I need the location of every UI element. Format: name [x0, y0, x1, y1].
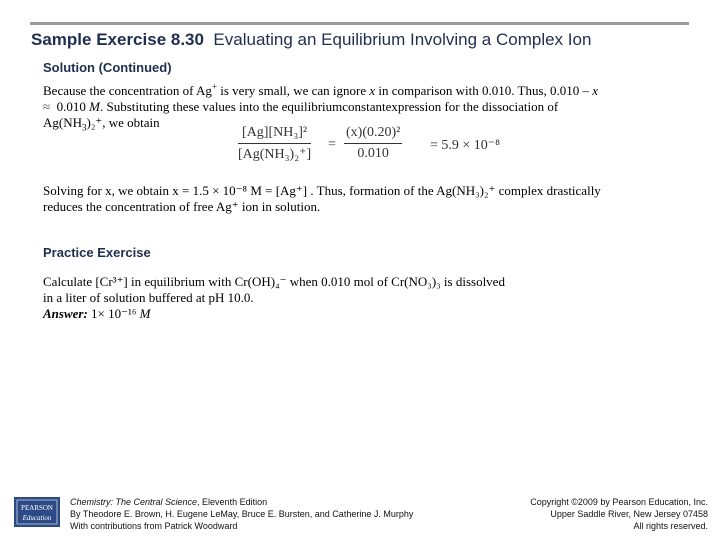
equation-denominator-1: [Ag(NH₃)₂⁺] [238, 147, 312, 162]
solution-paragraph-2: Solving for x, we obtain x = 1.5 × 10⁻⁸ M = [Ag⁺] . Thus, formation of the Ag(NH₃)₂⁺ complex drastically reduces the concentration of free Ag⁺ ion in solution. [43, 183, 601, 214]
footer-citation: Chemistry: The Central Science, Eleventh Edition By Theodore E. Brown, H. Eugene LeMay, Bruce E. Bursten, and Catherine J. Murphy With contributions from Patrick Woodward [70, 497, 414, 531]
pearson-logo [14, 497, 60, 527]
contributions: With contributions from Patrick Woodward [70, 521, 238, 531]
equation-fraction-1 [238, 125, 311, 163]
equation-numerator-1: [Ag][NH₃]² [242, 125, 308, 140]
title-text: Evaluating an Equilibrium Involving a Complex Ion [213, 30, 592, 49]
top-rule [30, 22, 689, 25]
svg-text:Education: Education [22, 514, 52, 522]
practice-heading: Practice Exercise [43, 245, 151, 260]
equation-result: = 5.9 × 10⁻⁸ [430, 138, 501, 153]
equation-denominator-2: 0.010 [357, 146, 389, 161]
solution-paragraph-1: Because the concentration of Ag+ is very small, we can ignore x in comparison with 0.010. Thus, 0.010 – x ≈ 0.010 M. Substituting these values into the equilibriumconstantexpression for the dissociation of $Ag(NH_3)_2^+$, we obtain [43, 81, 599, 133]
book-title: Chemistry: The Central Science [70, 497, 198, 507]
equals-sign: = [328, 137, 336, 152]
equilibrium-equation [232, 123, 512, 175]
solution-heading: Solution (Continued) [43, 60, 172, 75]
practice-text: Calculate [Cr³⁺] in equilibrium with Cr(OH)₄⁻ when 0.010 mol of Cr(NO₃)₃ is dissolved in a liter of solution buffered at pH 10.0. Answer: 1× 10⁻¹⁶ M [43, 274, 505, 321]
answer-label: Answer: [43, 306, 88, 321]
equation-fraction-2 [344, 125, 402, 162]
footer-copyright: Copyright ©2009 by Pearson Education, Inc. Upper Saddle River, New Jersey 07458 All rights reserved. [530, 497, 708, 531]
equation-numerator-2: (x)(0.20)² [346, 125, 401, 140]
page-title [31, 30, 591, 50]
title-number: Sample Exercise 8.30 [31, 30, 204, 49]
svg-text:PEARSON: PEARSON [21, 504, 53, 512]
answer-value: 1× 10⁻¹⁶ [87, 306, 140, 321]
authors: By Theodore E. Brown, H. Eugene LeMay, Bruce E. Bursten, and Catherine J. Murphy [70, 509, 414, 519]
fraction-bar [344, 143, 402, 144]
fraction-bar [238, 143, 311, 144]
